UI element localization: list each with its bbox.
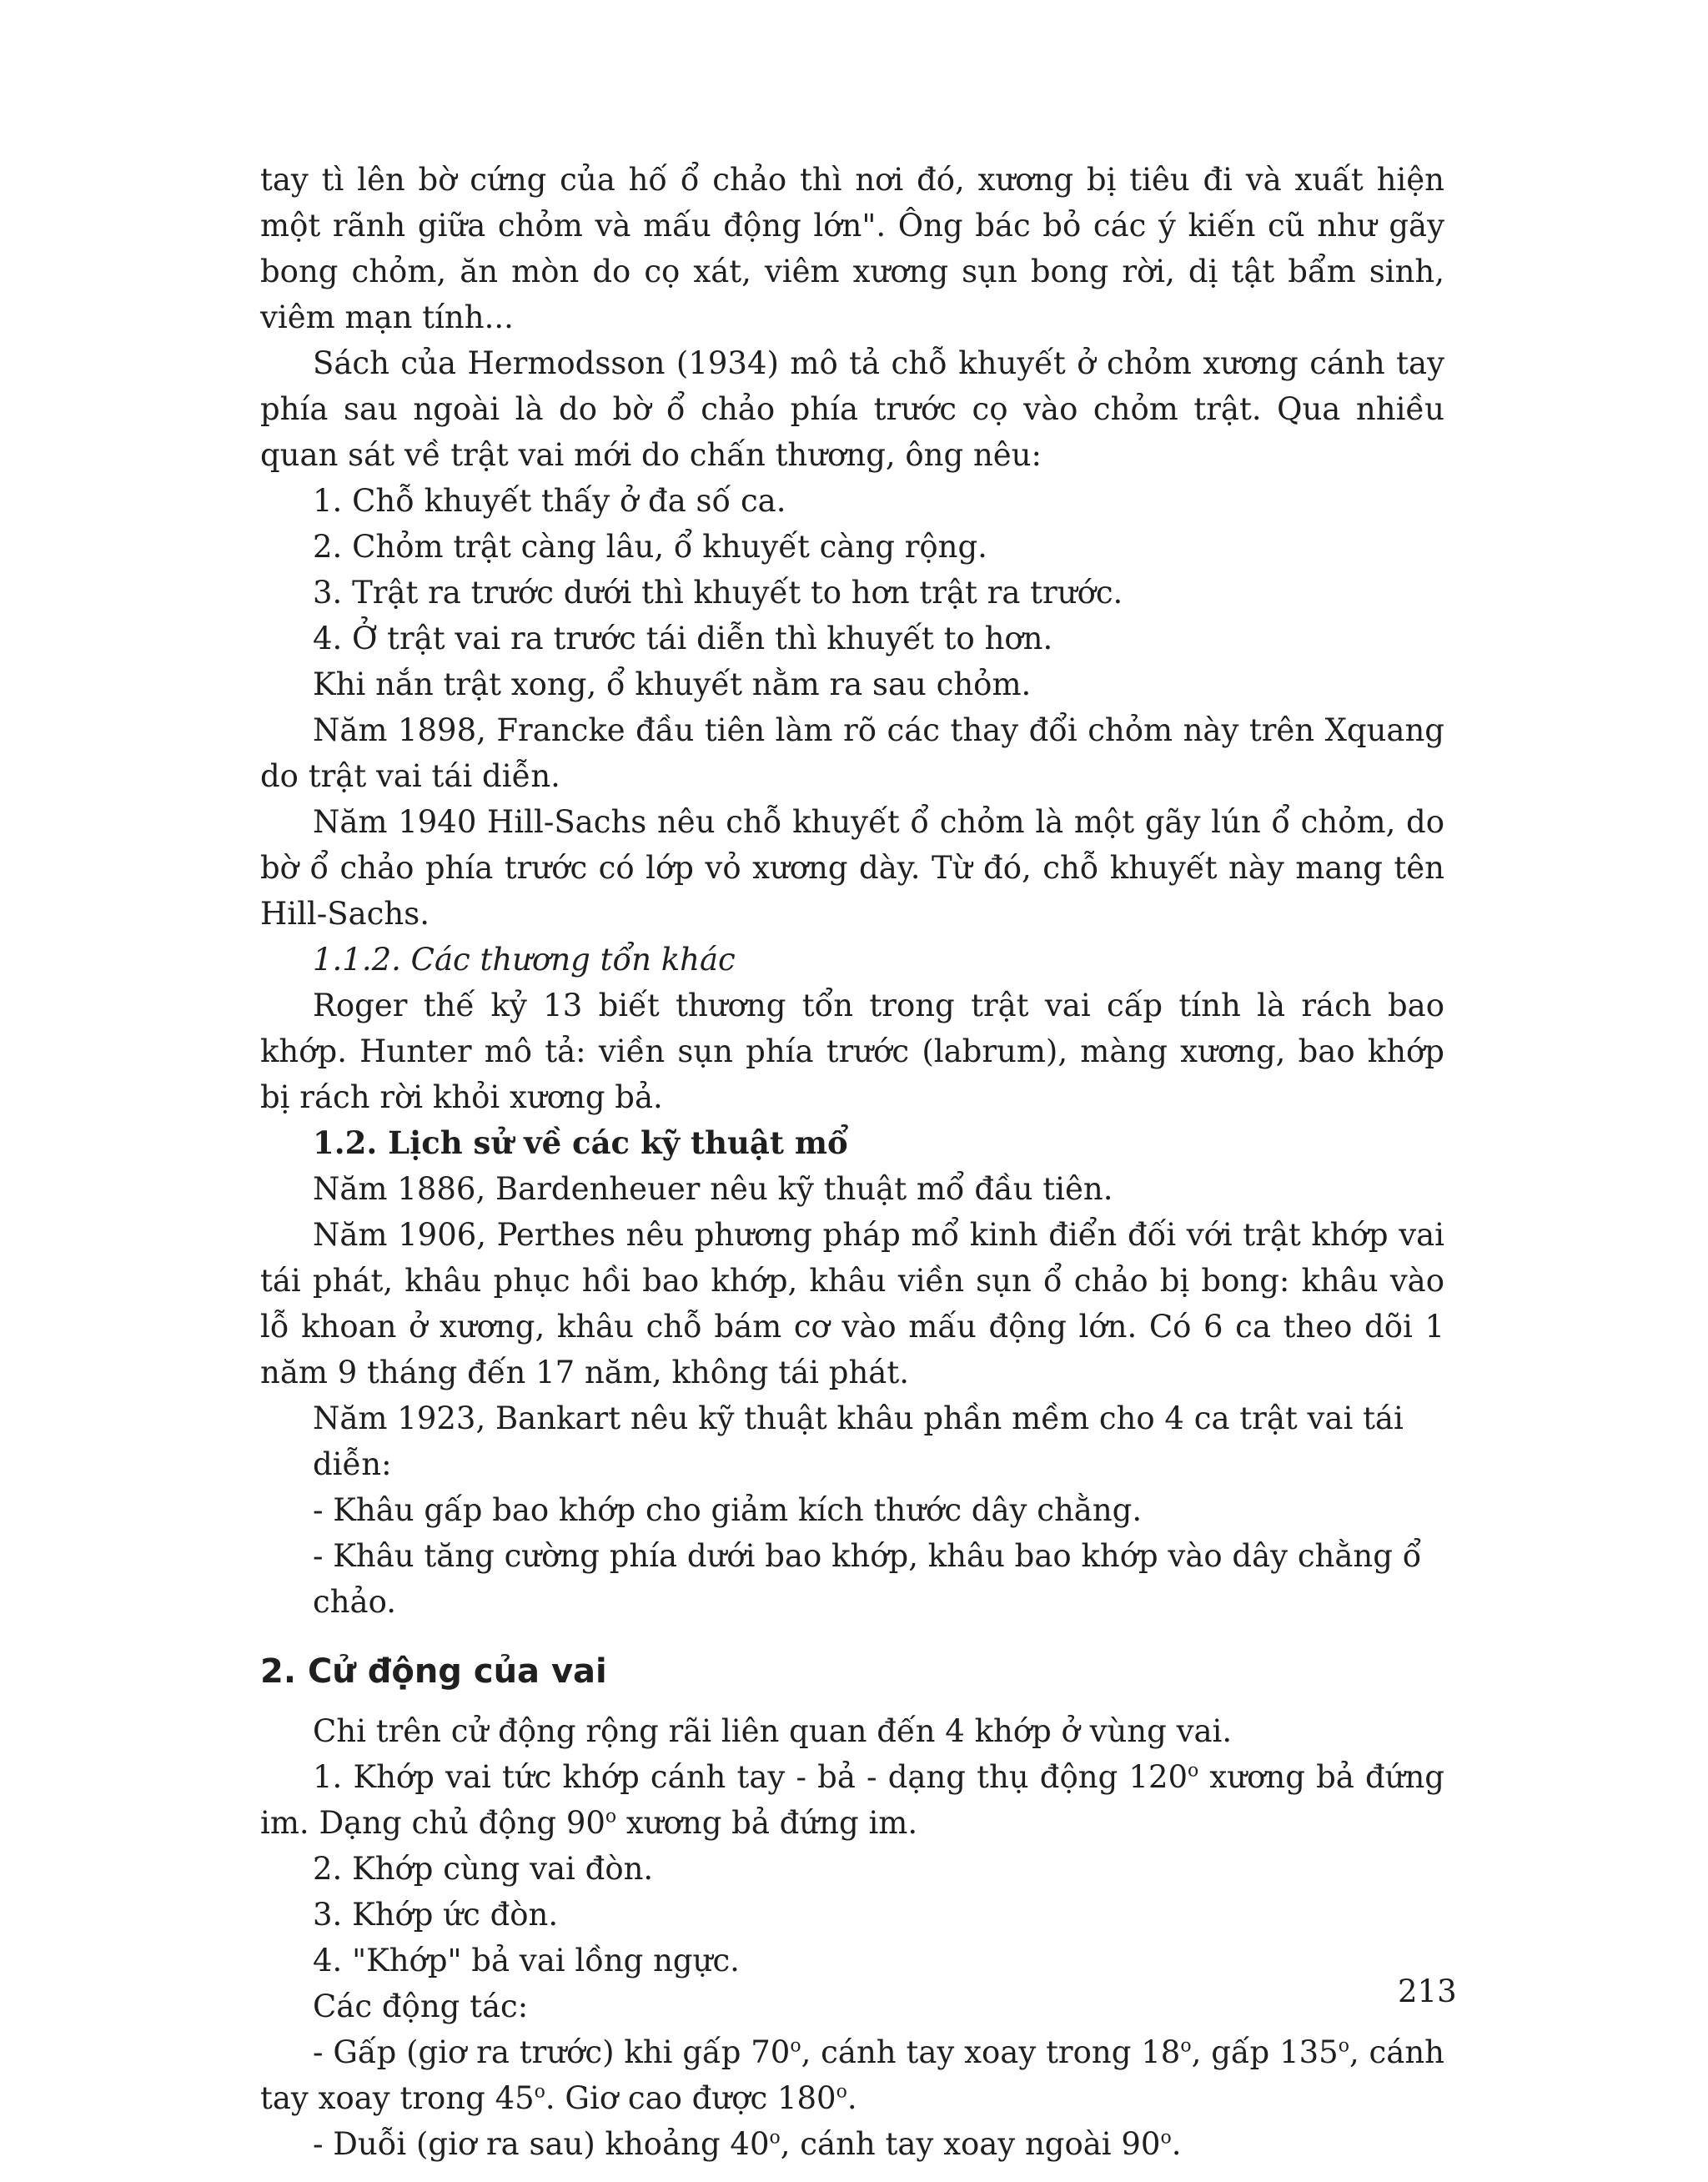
list-item: 3. Trật ra trước dưới thì khuyết to hơn trật ra trước. xyxy=(313,575,1123,611)
list-item: - Khâu gấp bao khớp cho giảm kích thước dây chằng. xyxy=(313,1492,1143,1528)
paragraph: Năm 1940 Hill-Sachs nêu chỗ khuyết ổ chỏm là một gãy lún ổ chỏm, do bờ ổ chảo phía trước có lớp vỏ xương dày. Từ đó, chỗ khuyết này mang tên Hill-Sachs. xyxy=(260,804,1444,932)
degree-sign: o xyxy=(1188,1760,1199,1782)
text: . xyxy=(846,2080,857,2116)
text: xương bả đứng im. xyxy=(616,1805,918,1841)
paragraph xyxy=(260,2121,1444,2167)
paragraph: Năm 1886, Bardenheuer nêu kỹ thuật mổ đầu tiên. xyxy=(313,1171,1113,1207)
list-item: 4. Ở trật vai ra trước tái diễn thì khuyết to hơn. xyxy=(313,621,1053,656)
paragraph: Năm 1898, Francke đầu tiên làm rõ các thay đổi chỏm này trên Xquang do trật vai tái diễn. xyxy=(260,712,1444,794)
degree-sign: o xyxy=(1338,2035,1349,2057)
list-item: 1. Chỗ khuyết thấy ở đa số ca. xyxy=(313,483,786,519)
paragraph: Năm 1923, Bankart nêu kỹ thuật khâu phần mềm cho 4 ca trật vai tái diễn: xyxy=(313,1400,1404,1482)
list-item: 3. Khớp ức đòn. xyxy=(313,1897,559,1933)
paragraph: Năm 1906, Perthes nêu phương pháp mổ kinh điển đối với trật khớp vai tái phát, khâu phục hồi bao khớp, khâu viền sụn ổ chảo bị bong: khâu vào lỗ khoan ở xương, khâu chỗ bám cơ vào mấu động lớn. Có 6 ca theo dõi 1 năm 9 tháng đến 17 năm, không tái phát. xyxy=(260,1217,1444,1390)
paragraph: tay tì lên bờ cứng của hố ổ chảo thì nơi đó, xương bị tiêu đi và xuất hiện một rãnh giữa chỏm và mấu động lớn". Ông bác bỏ các ý kiến cũ như gãy bong chỏm, ăn mòn do cọ xát, viêm xương sụn bong rời, dị tật bẩm sinh, viêm mạn tính... xyxy=(260,162,1444,335)
degree-sign: o xyxy=(836,2081,847,2103)
list-item: 2. Chỏm trật càng lâu, ổ khuyết càng rộng. xyxy=(313,529,987,565)
page-content xyxy=(260,157,1444,2167)
text: . Giơ cao được 180 xyxy=(545,2080,836,2116)
section-heading: 2. Cử động của vai xyxy=(260,1652,607,1691)
degree-sign: o xyxy=(769,2127,781,2149)
degree-sign: o xyxy=(605,1806,617,1828)
paragraph: Các động tác: xyxy=(313,1988,529,2024)
page-number: 213 xyxy=(1398,1973,1457,2009)
text: xương bả đứng im. Dạng chủ động 90 xyxy=(260,1759,1444,1841)
list-item: 4. "Khớp" bả vai lồng ngực. xyxy=(313,1943,740,1978)
subsection-heading: 1.1.2. Các thương tổn khác xyxy=(313,942,736,978)
list-item: - Khâu tăng cường phía dưới bao khớp, khâu bao khớp vào dây chằng ổ chảo. xyxy=(313,1538,1422,1620)
text: , cánh tay xoay ngoài 90 xyxy=(780,2126,1161,2162)
text: , gấp 135 xyxy=(1191,2034,1339,2070)
list-item: 2. Khớp cùng vai đòn. xyxy=(313,1851,654,1887)
text: . xyxy=(1171,2126,1182,2162)
degree-sign: o xyxy=(1160,2127,1172,2149)
text: - Duỗi (giơ ra sau) khoảng 40 xyxy=(313,2126,770,2162)
text: - Gấp (giơ ra trước) khi gấp 70 xyxy=(313,2034,791,2070)
paragraph xyxy=(260,1754,1444,1846)
paragraph: Roger thế kỷ 13 biết thương tổn trong trật vai cấp tính là rách bao khớp. Hunter mô tả: viền sụn phía trước (labrum), màng xương, bao khớp bị rách rời khỏi xương bả. xyxy=(260,988,1444,1115)
degree-sign: o xyxy=(790,2035,801,2057)
subsection-heading: 1.2. Lịch sử về các kỹ thuật mổ xyxy=(313,1124,848,1161)
degree-sign: o xyxy=(534,2081,545,2103)
text: 1. Khớp vai tức khớp cánh tay - bả - dạng thụ động 120 xyxy=(313,1759,1188,1795)
paragraph: Khi nắn trật xong, ổ khuyết nằm ra sau chỏm. xyxy=(313,666,1032,702)
paragraph: Chi trên cử động rộng rãi liên quan đến 4 khớp ở vùng vai. xyxy=(313,1713,1233,1749)
degree-sign: o xyxy=(1180,2035,1192,2057)
text: , cánh tay xoay trong 18 xyxy=(801,2034,1181,2070)
paragraph xyxy=(260,2029,1444,2121)
text: , cánh tay xoay trong 45 xyxy=(260,2034,1444,2116)
paragraph: Sách của Hermodsson (1934) mô tả chỗ khuyết ở chỏm xương cánh tay phía sau ngoài là do bờ ổ chảo phía trước cọ vào chỏm trật. Qua nhiều quan sát về trật vai mới do chấn thương, ông nêu: xyxy=(260,345,1444,473)
